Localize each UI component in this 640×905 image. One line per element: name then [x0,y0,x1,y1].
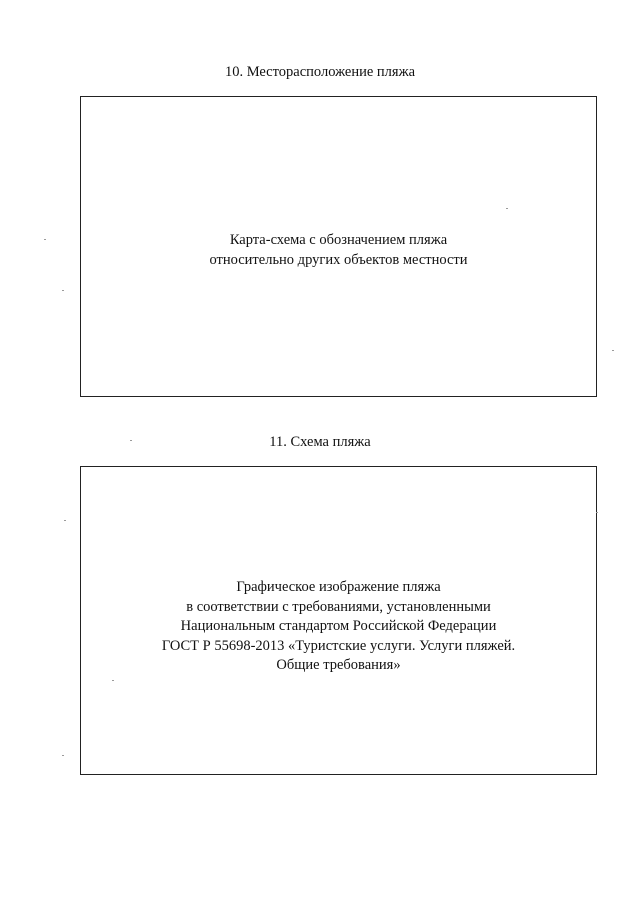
beach-scheme-caption-line-1: Графическое изображение пляжа [236,579,441,595]
location-map-caption-line-2: относительно других объектов местности [209,251,468,268]
scan-speck [44,239,46,240]
beach-scheme-box [80,466,597,775]
scan-speck [130,440,132,441]
section-10-heading: 10. Месторасположение пляжа [224,64,416,80]
beach-scheme-caption-line-5: Общие требования» [276,657,401,673]
scan-speck [612,350,614,351]
scan-speck [596,512,598,513]
location-map-caption [81,231,596,270]
scan-speck [506,208,508,209]
location-map-box [80,96,597,397]
beach-scheme-caption-line-3: Национальным стандартом Российской Федерации [180,618,497,634]
section-11-heading: 11. Схема пляжа [269,434,371,450]
scan-speck [112,680,114,681]
scan-speck [62,290,64,291]
scan-speck [62,755,64,756]
beach-scheme-caption [81,578,596,676]
beach-scheme-caption-line-4: ГОСТ Р 55698-2013 «Туристские услуги. Услуги пляжей. [161,637,516,654]
beach-scheme-caption-line-2: в соответствии с требованиями, установленными [186,598,491,615]
location-map-caption-line-1: Карта-схема с обозначением пляжа [229,232,448,248]
scan-speck [64,520,66,521]
